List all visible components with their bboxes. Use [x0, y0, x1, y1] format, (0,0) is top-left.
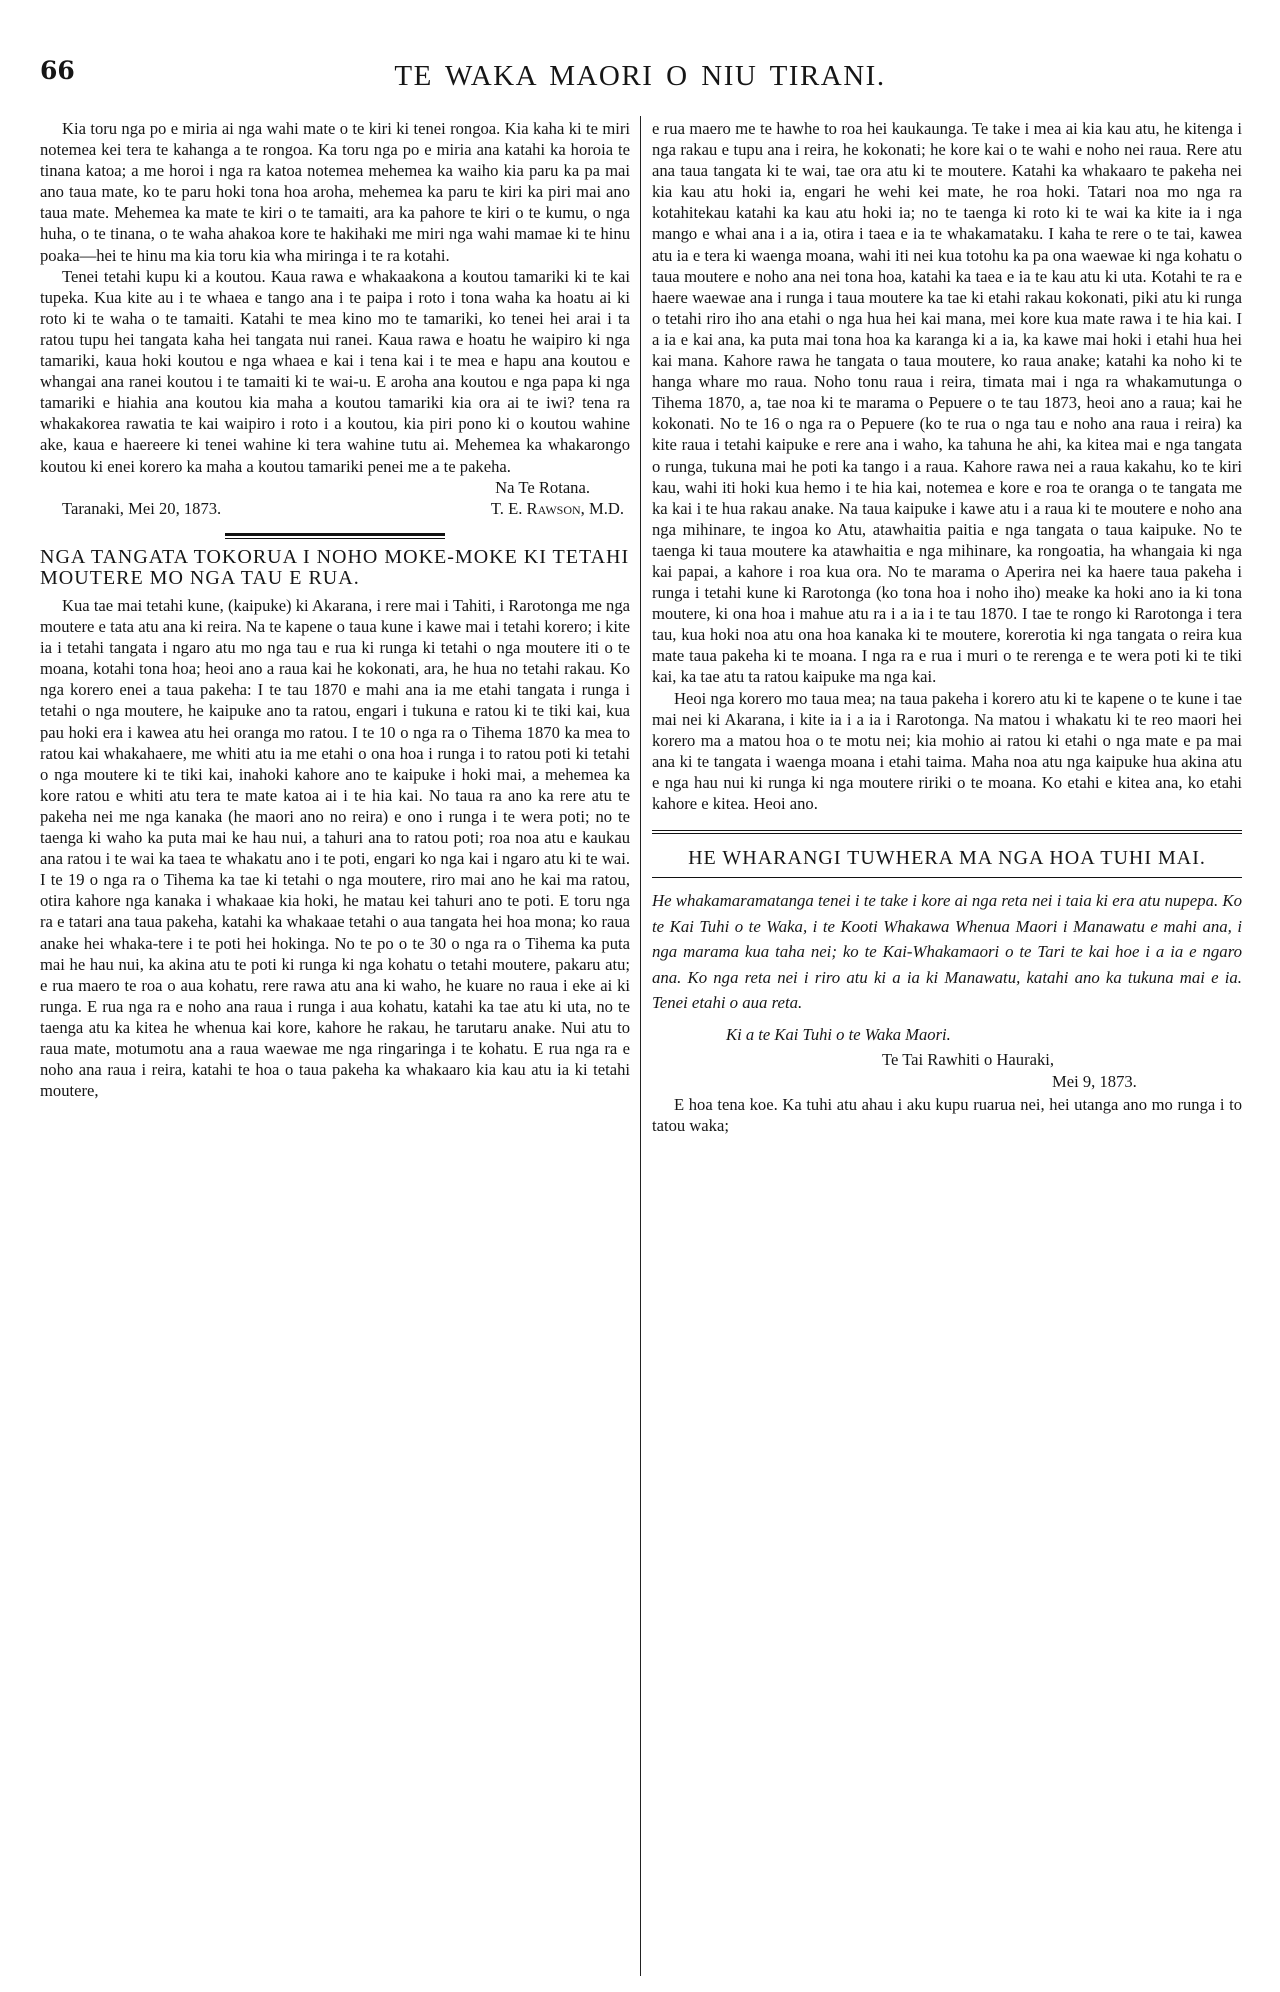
author-initials: T. E.	[490, 498, 523, 518]
article2-heading: NGA TANGATA TOKORUA I NOHO MOKE-MOKE KI TETAHI MOUTERE MO NGA TAU E RUA.	[40, 546, 630, 589]
letter1-dateline	[40, 498, 630, 519]
letter-place: Te Tai Rawhiti o Hauraki,	[882, 1050, 1055, 1070]
section3-heading: HE WHARANGI TUWHERA MA NGA HOA TUHI MAI.	[688, 847, 1206, 870]
right-column	[652, 118, 1242, 1137]
column-divider	[640, 116, 641, 1976]
letter1-signoff: Na Te Rotana.	[495, 477, 590, 497]
section3-rule-top	[652, 830, 1242, 831]
section-divider	[225, 533, 445, 539]
left-column	[40, 118, 630, 1101]
article2-paragraph-2: Heoi nga korero mo taua mea; na taua pakeha i korero atu ki te kapene o te kune i tae mai nei ki Akarana, i kite ia i a ia i Rarotonga. Na matou i whakatu ki te reo maori hei korero ma a matou hoa o te motu nei; kia mohio ai ratou ki etahi o nga mate e pa mai ana ki te tangata i waenga moana i etahi taima. Maha noa atu nga kaipuke hua akina atu e nga hau nui ki runga ki nga moutere ririki o te moana. Ko etahi e kitea ana, ko etahi kahore e kitea. Heoi ano.	[652, 688, 1242, 813]
letter1-author	[491, 498, 624, 519]
section3-rule-top-thin	[652, 833, 1242, 834]
author-suffix: , M.D.	[580, 498, 624, 518]
article2-paragraph-1: Kua tae mai tetahi kune, (kaipuke) ki Akarana, i rere mai i Tahiti, i Rarotonga me nga moutere e tata atu ana ki reira. Na te kapene o taua kune i kawe mai i tetahi korero; i kite ia i tetahi tangata i ngaro atu mo nga tau e rua ki runga ki tetahi o nga moutere iti o te moana, kotahi tona hoa; heoi ano a raua kai he kokonati, ara, he hua no tetahi rakau. Ko nga korero enei a taua pakeha: I te tau 1870 e mahi ana ia me etahi tangata i runga i tetahi o nga moutere, he kaipuke ano ta ratou, engari i tukuna e ratou ki te tiki kai, kua pau hoki era i kawea atu hei oranga mo ratou. I te 10 o nga ra o Tihema 1870 ka mea to ratou kai whakahaere, me whiti atu ia me etahi o ona hoa i runga i to ratou poti ki tetahi o nga moutere ki te tiki kai, inahoki kahore ano te kaipuke i hoki mai, a mehemea ka kore ratou e whiti atu tera te mate katoa ai i te hia kai. No taua ra ano ka rere atu te pakeha nei me nga kanaka (he maori ano no reira) e ono i runga i te wera poti; no te taenga ki waho ka puta mai ke hau nui, a tahuri ana to ratou poti; roa noa atu e kaukau ana ratou i te wai ka taea te whakatu ano i te poti, engari ko nga kai i ngaro atu ki te wai. I te 19 o nga ra o Tihema ka tae ki tetahi o nga moutere, riro mai ano he kai ma ratou, otira kahore nga kanaka i whakaae kia hoki, he matau kei tahuri ano te poti. E toru nga ra e tatari ana taua pakeha, katahi ka whakaae tetahi o aua tangata hei hoa mona; ko raua anake hei whaka-tere i te poti hei hokinga. No te po o te 30 o nga ra o Tihema ka puta mai he hau nui, ka akina atu te poti ki runga ki nga kohatu o tetahi moutere, pakaru atu; e rua maero te roa o aua kohatu, rere rawa atu ana ki waho, he kuare no raua i eke ai ki runga. E rua nga ra e noho ana raua i runga i aua kohatu, katahi ka tae atu ki uta, no te taenga atu ka kitea he whenua kai kore, kahore he rakau, he tarutaru anake. Nui atu to raua mate, motumotu ana a raua waewae me nga ringaringa i te kohatu. E rua nga ra e noho ana raua i reira, katahi te hoa o taua pakeha ka whakaaro kia kau atu ia ki tetahi moutere,	[40, 596, 630, 1101]
letter1-place-date: Taranaki, Mei 20, 1873.	[62, 498, 222, 518]
section3-rule-under-heading	[652, 877, 1242, 878]
letter1-paragraph-1: Kia toru nga po e miria ai nga wahi mate o te kiri ki tenei rongoa. Kia kaha ki te miri notemea kei tera te kahanga a te rongoa. Ka toru nga po e miria ana katahi ka horoia te tinana katoa; a me horoi i nga ra katoa notemea mehemea ka waiho kia paru ka pa mai ano taua mate, ko te paru hoki tona hoa aroha, mehemea ka paru te kiri ka piri mai ano taua mate. Mehemea ka mate te kiri o te tamaiti, ara ka pahore te kiri o te kumu, o nga huha, o te tinana, o te waha ahakoa kore te hakihaki me miri nga wahi mamae ki te hinu poaka—hei te hinu ma kia toru kia wha miringa i te ra kotahi.	[40, 119, 630, 265]
section3-intro: He whakamaramatanga tenei i te take i kore ai nga reta nei i taia ki era atu nupepa. Ko te Kai Tuhi o te Waka, i te Kooti Whakawa Whenua Maori i Manawatu e mahi ana, i nga marama kua taha nei; ko te Kai-Whakamaori o te Tari te kai hoe i a ia e ngaro ana. Ko nga reta nei i riro atu ki a ia ki Manawatu, katahi ano ka tukuna mai e ia. Tenei etahi o aua reta.	[652, 891, 1242, 1013]
page-number: 66	[40, 56, 75, 85]
letter1-paragraph-2: Tenei tetahi kupu ki a koutou. Kaua rawa e whakaakona a koutou tamariki ki te kai tupeka. Kua kite au i te whaea e tango ana i te paipa i roto i tona waha ka hoatu ai ki roto ki te waha o te tamaiti. Katahi te mea kino mo te tamariki, ko tenei hei arai i ta ratou tupu hei tangata kaha hei tangata nui ranei. Kaua rawa e hoatu he waipiro ki nga tamariki, kaua hoki koutou e nga whaea e kai i tena kai i te mea e hapu ana koutou e whangai ana ranei koutou i te tamaiti ki te wai-u. E aroha ana koutou e nga papa ki nga tamariki e hiahia ana koutou kia maha a koutou tamariki kia ora ai te iwi? tena ra whakakorea rawatia te kai waipiro i roto i a koutou, kia piri pono ki o koutou wahine ake, kaua e haereere ki tenei wahine ki tera wahine tutu ai. Mehemea ka whakarongo koutou ki enei korero ka maha a koutou tamariki penei me a te pakeha.	[40, 266, 630, 476]
letter-to-line: Ki a te Kai Tuhi o te Waka Maori.	[726, 1024, 951, 1044]
masthead-title: TE WAKA MAORI O NIU TIRANI.	[394, 60, 886, 92]
article2-paragraph-continued: e rua maero me te hawhe to roa hei kaukaunga. Te take i mea ai kia kau atu, he kitenga i nga rakau e tupu ana i reira, he kokonati; he kore kai o te wahi e noho nei raua. Rere atu ana taua tangata ki te wai, tae ora atu ki te moutere. Katahi ka whakaaro te pakeha nei kia kau atu hoki ia, engari he wehi kei mate, he roa hoki. Tatari noa mo nga ra kotahitekau katahi ka kau atu hoki ia; no te taenga ki roto ki te wai ka kite ia i nga mango e whai ana i a ia, otira i taea e ia te whakamataku. I kaha te rere o te tai, kawea atu ia e tera ki waenga moana, wahi iti nei kua totohu ka pa ona waewae ki nga kohatu o taua moutere e noho ana nei tona hoa, katahi ka taea e ia te kau atu ki uta. Kotahi te ra e haere waewae ana i runga i taua moutere ka tae ki etahi rakau kokonati, piki atu ki runga o tetahi riro iho ana etahi o nga hua hei kai mana, mei kore kua mate rawa i te hia kai. I a ia e kai ana, ka puta mai tona hoa ka karanga ki a ia, ka kawe mai hoki i etahi hua hei kai mana. Kahore rawa he tangata o taua moutere, ko raua anake; katahi ka noho ki te hanga whare mo raua. Noho tonu raua i reira, timata mai i nga ra whakamutunga o Tihema 1870, a, tae noa ki te marama o Pepuere o te tau 1873, heoi ano a raua; kai he kokonati. No te 16 o nga ra o Pepuere (ko te rua o nga tau e noho ana raua i reira) ka kite raua i tetahi kaipuke e rere ana i waho, ka tahuna he ahi, ka kitea mai e nga tangata o runga, tukuna mai he poti ka tango i a raua. Kahore rawa nei a raua kakahu, ko te kiri kau, wahi iti hoki kua hemo i te hia kai, notemea e kore e roa te oranga o te tangata me ka kai i te hua rakau anake. Na taua kaipuke i kawe atu i a raua ki te moutere e noho ana nga mihinare, te ingoa ko Atu, atawhaitia paitia e nga tangata o taua kaipuke. No te taenga ki taua moutere ka atawhaitia e nga mihinare, ka rongoatia, ha whangaia ki nga kai papai, a kahore i roa kua ora. No te marama o Aperira nei ka haere taua pakeha i runga i tetahi kune ki Rarotonga (ko tona hoa i noho iho) meake ka hoki ano ia ki tona moutere, ki ona hoa i mahue atu ra i a ia i te tau 1870. I tae te rongo ki Rarotonga i tera tau, kua hoki noa atu ona hoa kanaka ki te moutere, korerotia ki nga tangata o reira kua mate taua pakeha ki te moana. I nga ra e rua i muri o te rerenga e te wera poti ki te tiki kai, ka tae atu ta ratou kaipuke ma nga kai.	[652, 119, 1242, 687]
letter-address-block	[652, 1024, 1242, 1093]
author-name: Rawson	[526, 498, 581, 518]
letter-date: Mei 9, 1873.	[1052, 1071, 1137, 1091]
section3-paragraph: E hoa tena koe. Ka tuhi atu ahau i aku kupu ruarua nei, hei utanga ano mo runga i to tatou waka;	[652, 1095, 1242, 1136]
